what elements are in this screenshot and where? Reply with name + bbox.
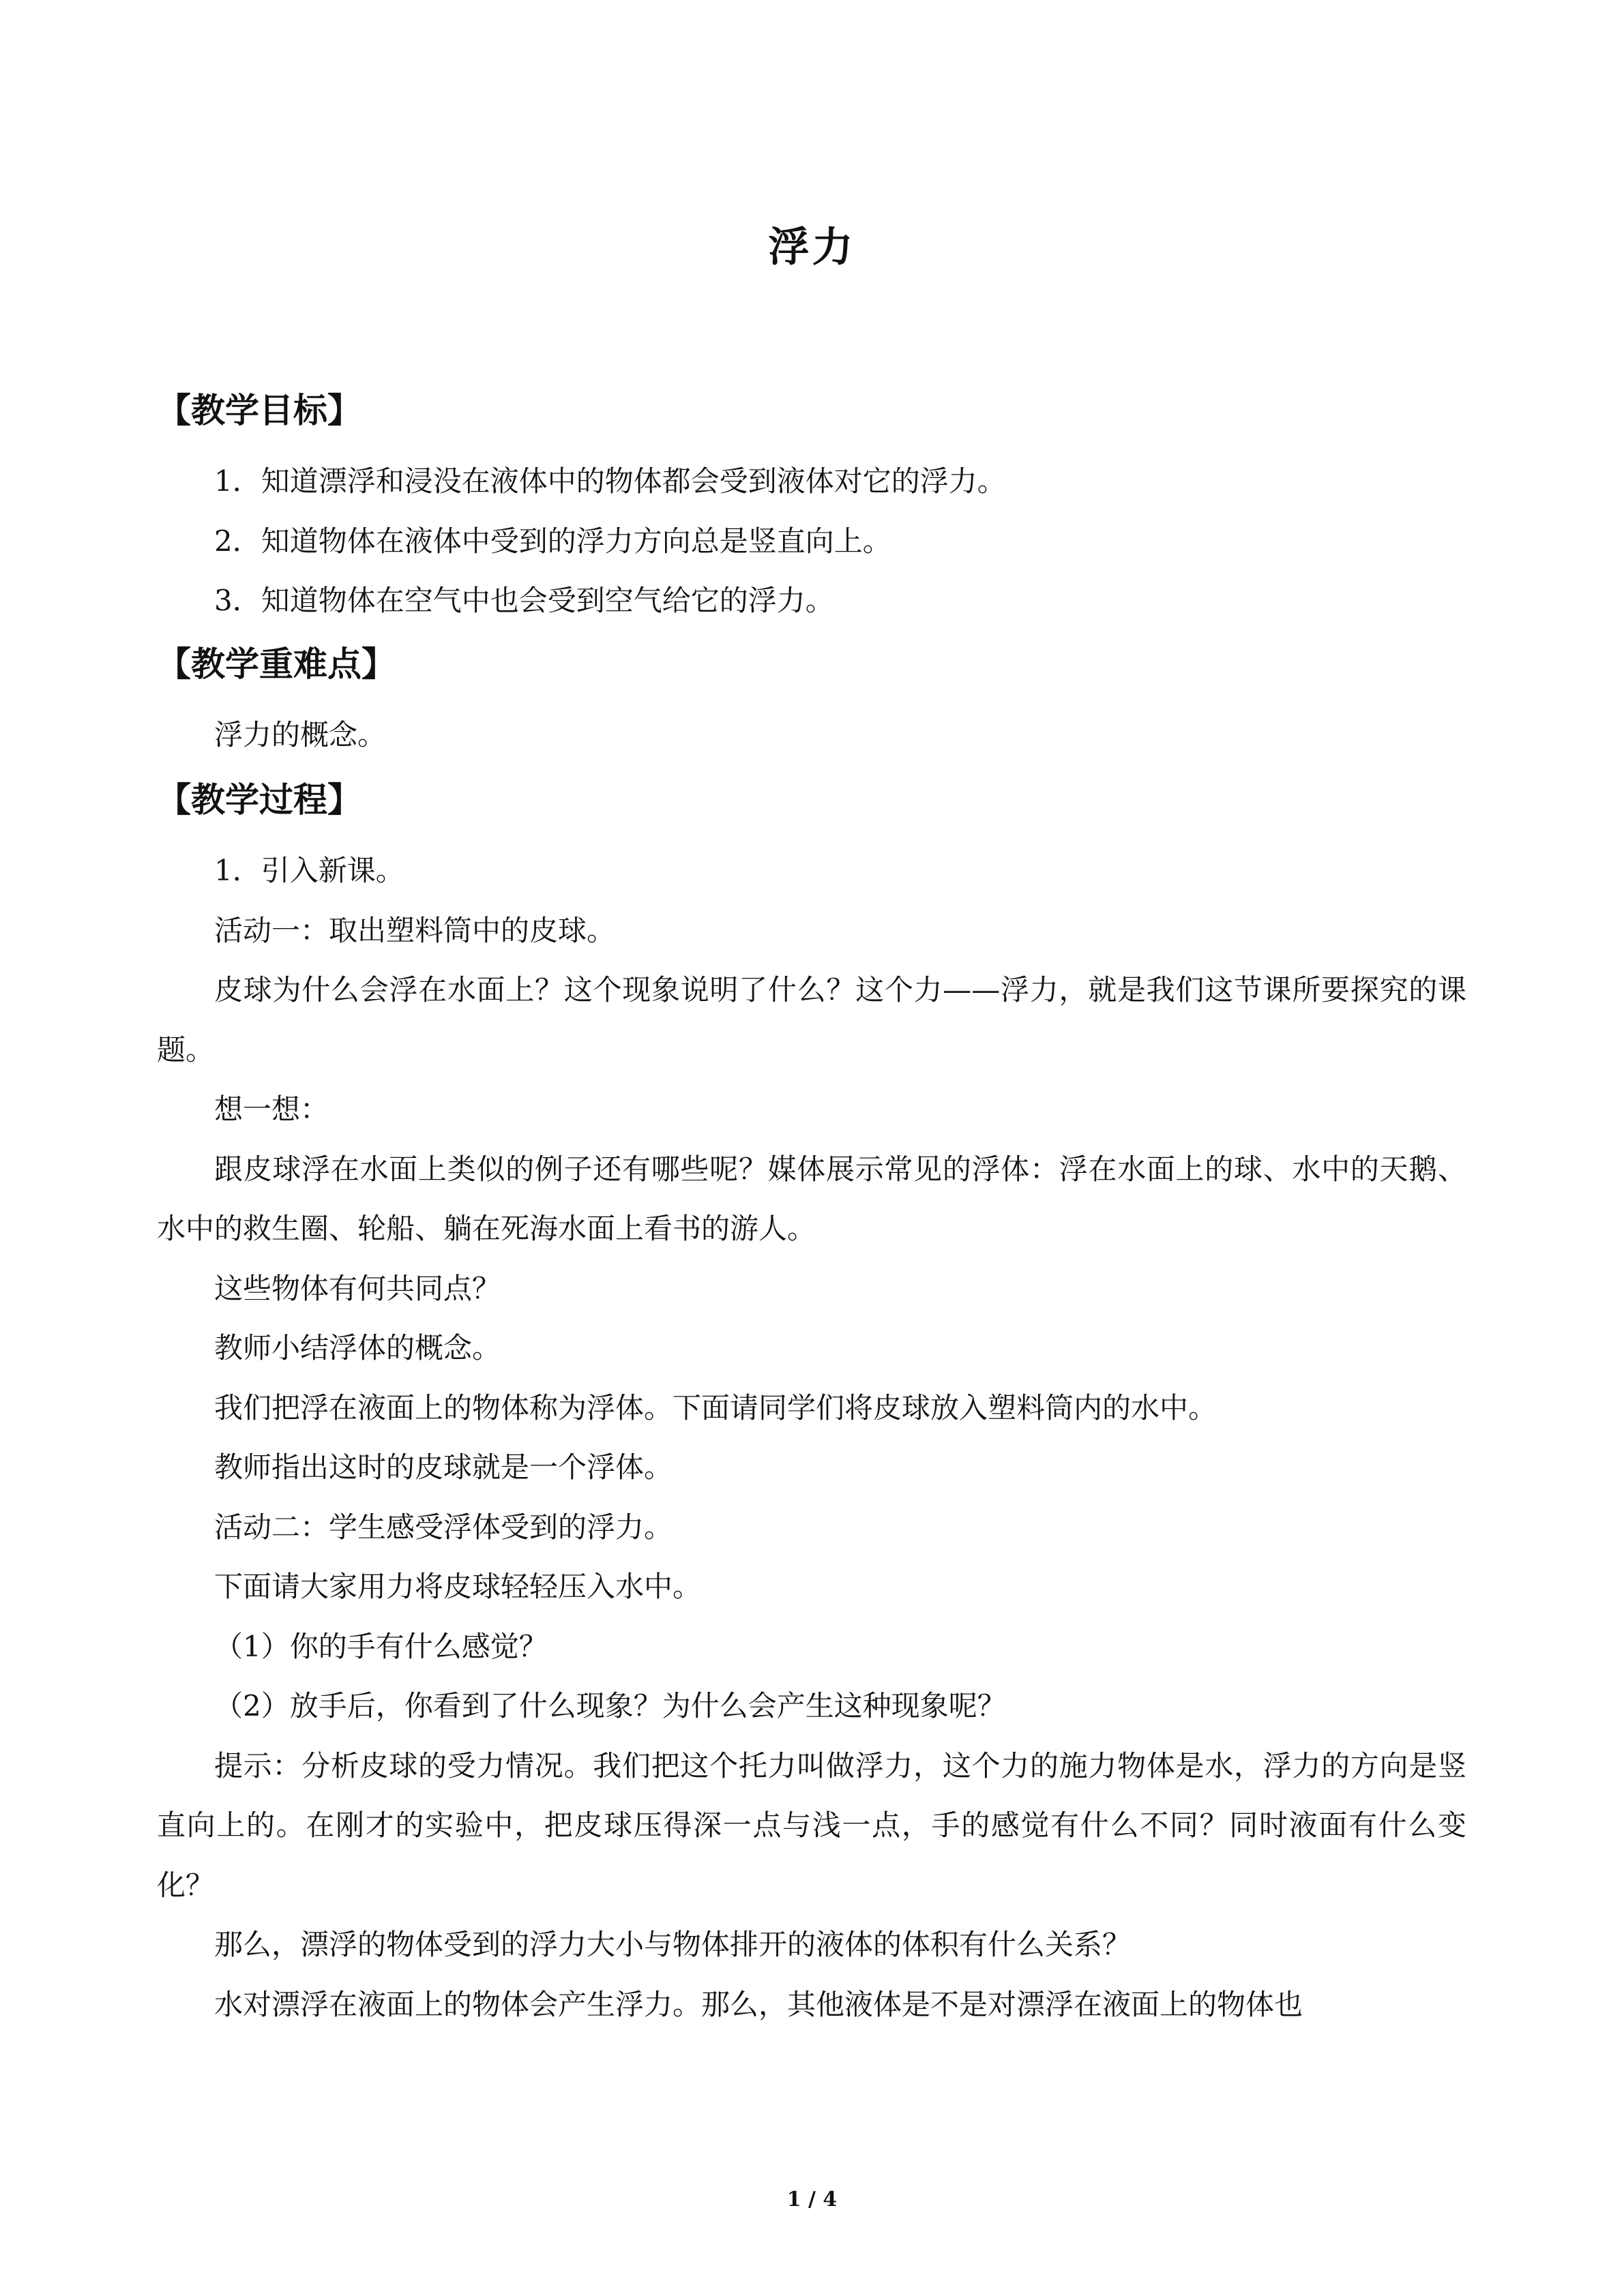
document-title: 浮力 bbox=[768, 224, 856, 271]
objective-item: 1．知道漂浮和浸没在液体中的物体都会受到液体对它的浮力。 bbox=[214, 464, 1006, 498]
process-paragraph: 跟皮球浮在水面上类似的例子还有哪些呢？媒体展示常见的浮体：浮在水面上的球、水中的天鹅、水中的救生圈、轮船、躺在死海水面上看书的游人。 bbox=[157, 1152, 1466, 1245]
process-paragraph: 那么，漂浮的物体受到的浮力大小与物体排开的液体的体积有什么关系？ bbox=[214, 1928, 1132, 1961]
section-heading-key-points: 【教学重难点】 bbox=[157, 644, 396, 684]
process-paragraph: 活动二：学生感受浮体受到的浮力。 bbox=[214, 1510, 673, 1544]
process-paragraph: 提示：分析皮球的受力情况。我们把这个托力叫做浮力，这个力的施力物体是水，浮力的方向是竖直向上的。在刚才的实验中，把皮球压得深一点与浅一点，手的感觉有什么不同？同时液面有什么变化？ bbox=[157, 1748, 1466, 1902]
process-paragraph: 1．引入新课。 bbox=[214, 854, 404, 887]
document-body bbox=[157, 385, 1466, 2034]
process-paragraph: 这些物体有何共同点？ bbox=[214, 1271, 501, 1305]
process-paragraph: （2）放手后，你看到了什么现象？为什么会产生这种现象呢？ bbox=[214, 1689, 1006, 1723]
process-paragraph: 想一想： bbox=[214, 1092, 329, 1126]
process-paragraph: 水对漂浮在液面上的物体会产生浮力。那么，其他液体是不是对漂浮在液面上的物体也 bbox=[214, 1987, 1303, 2021]
process-paragraph: 教师指出这时的皮球就是一个浮体。 bbox=[214, 1450, 673, 1484]
objective-item: 2．知道物体在液体中受到的浮力方向总是竖直向上。 bbox=[214, 524, 891, 558]
key-points-text: 浮力的概念。 bbox=[214, 717, 387, 751]
process-paragraph: 我们把浮在液面上的物体称为浮体。下面请同学们将皮球放入塑料筒内的水中。 bbox=[214, 1390, 1217, 1425]
section-heading-objectives: 【教学目标】 bbox=[157, 391, 361, 430]
section-heading-process: 【教学过程】 bbox=[157, 780, 361, 820]
process-paragraph: 皮球为什么会浮在水面上？这个现象说明了什么？这个力——浮力，就是我们这节课所要探究的课题。 bbox=[157, 973, 1466, 1067]
process-paragraph: 活动一：取出塑料筒中的皮球。 bbox=[214, 913, 616, 947]
objective-item: 3．知道物体在空气中也会受到空气给它的浮力。 bbox=[214, 584, 834, 617]
page-number: 1 / 4 bbox=[786, 2188, 838, 2211]
process-paragraph: （1）你的手有什么感觉？ bbox=[214, 1629, 548, 1663]
process-paragraph: 教师小结浮体的概念。 bbox=[214, 1331, 501, 1365]
process-paragraph: 下面请大家用力将皮球轻轻压入水中。 bbox=[214, 1570, 702, 1603]
